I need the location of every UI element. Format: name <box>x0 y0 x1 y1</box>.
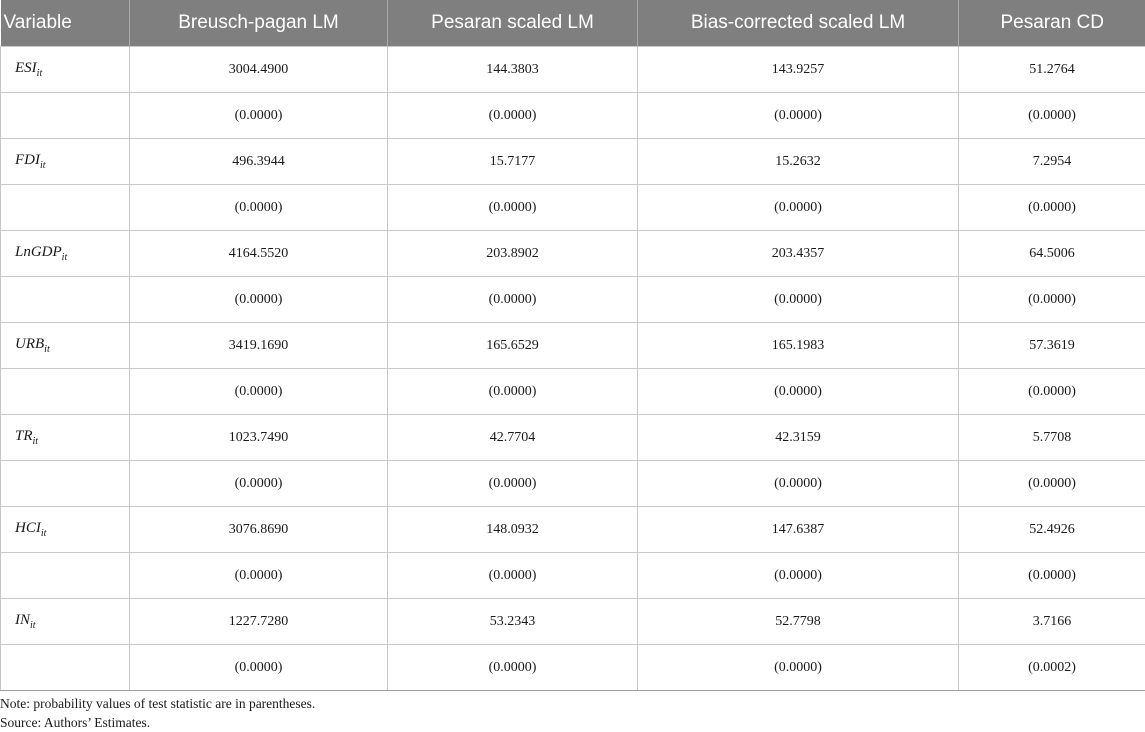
variable-subscript: it <box>62 252 68 263</box>
variable-cell <box>1 139 130 185</box>
table-row <box>1 47 1145 93</box>
statistic-cell: 51.2764 <box>959 47 1145 93</box>
statistic-cell: 1023.7490 <box>130 415 388 461</box>
table-row <box>1 369 1145 415</box>
header-variable: Variable <box>1 0 130 47</box>
table-row <box>1 415 1145 461</box>
variable-cell <box>1 47 130 93</box>
statistic-cell: 15.2632 <box>638 139 959 185</box>
variable-cell <box>1 231 130 277</box>
statistic-cell: 148.0932 <box>388 507 638 553</box>
p-value-cell: (0.0000) <box>130 277 388 323</box>
source-text: Source: Authors’ Estimates. <box>0 713 315 732</box>
variable-name: HCI <box>15 520 41 536</box>
statistic-cell: 15.7177 <box>388 139 638 185</box>
header-row <box>1 0 1145 47</box>
table-row <box>1 93 1145 139</box>
statistic-cell: 52.7798 <box>638 599 959 645</box>
p-value-cell: (0.0000) <box>388 645 638 691</box>
table-row <box>1 139 1145 185</box>
header-breusch-pagan-lm: Breusch-pagan LM <box>130 0 388 47</box>
statistic-cell: 42.7704 <box>388 415 638 461</box>
p-value-cell: (0.0000) <box>388 369 638 415</box>
statistic-cell: 203.4357 <box>638 231 959 277</box>
variable-subscript: it <box>30 620 36 631</box>
p-value-cell: (0.0000) <box>130 185 388 231</box>
p-value-cell: (0.0000) <box>130 461 388 507</box>
table-notes <box>0 694 315 732</box>
statistic-cell: 52.4926 <box>959 507 1145 553</box>
variable-name: IN <box>15 612 30 628</box>
variable-name: URB <box>15 336 44 352</box>
variable-cell <box>1 415 130 461</box>
variable-subscript: it <box>44 344 50 355</box>
table-row <box>1 645 1145 691</box>
statistic-cell: 4164.5520 <box>130 231 388 277</box>
statistic-cell: 42.3159 <box>638 415 959 461</box>
table-body <box>1 47 1145 691</box>
variable-name: TR <box>15 428 33 444</box>
p-value-cell: (0.0000) <box>130 369 388 415</box>
p-value-cell: (0.0000) <box>959 369 1145 415</box>
table-row <box>1 277 1145 323</box>
table-row <box>1 461 1145 507</box>
header-pesaran-scaled-lm: Pesaran scaled LM <box>388 0 638 47</box>
variable-cell <box>1 599 130 645</box>
empty-variable-cell <box>1 645 130 691</box>
p-value-cell: (0.0000) <box>959 185 1145 231</box>
statistic-cell: 147.6387 <box>638 507 959 553</box>
p-value-cell: (0.0000) <box>959 553 1145 599</box>
empty-variable-cell <box>1 185 130 231</box>
variable-cell <box>1 507 130 553</box>
statistic-cell: 3004.4900 <box>130 47 388 93</box>
variable-name: ESI <box>15 60 37 76</box>
empty-variable-cell <box>1 369 130 415</box>
p-value-cell: (0.0000) <box>638 553 959 599</box>
p-value-cell: (0.0000) <box>959 461 1145 507</box>
variable-name: FDI <box>15 152 40 168</box>
empty-variable-cell <box>1 461 130 507</box>
table-row <box>1 323 1145 369</box>
p-value-cell: (0.0000) <box>388 185 638 231</box>
header-bias-corrected-scaled-lm: Bias-corrected scaled LM <box>638 0 959 47</box>
table-row <box>1 185 1145 231</box>
p-value-cell: (0.0000) <box>959 277 1145 323</box>
statistic-cell: 3.7166 <box>959 599 1145 645</box>
header-pesaran-cd: Pesaran CD <box>959 0 1145 47</box>
p-value-cell: (0.0000) <box>388 553 638 599</box>
statistic-cell: 203.8902 <box>388 231 638 277</box>
statistic-cell: 165.6529 <box>388 323 638 369</box>
statistic-cell: 3419.1690 <box>130 323 388 369</box>
p-value-cell: (0.0000) <box>130 645 388 691</box>
statistic-cell: 64.5006 <box>959 231 1145 277</box>
statistic-cell: 53.2343 <box>388 599 638 645</box>
table-row <box>1 231 1145 277</box>
p-value-cell: (0.0000) <box>388 93 638 139</box>
statistic-cell: 5.7708 <box>959 415 1145 461</box>
table-row <box>1 599 1145 645</box>
p-value-cell: (0.0000) <box>638 185 959 231</box>
p-value-cell: (0.0000) <box>388 277 638 323</box>
p-value-cell: (0.0000) <box>388 461 638 507</box>
statistic-cell: 7.2954 <box>959 139 1145 185</box>
variable-subscript: it <box>33 436 39 447</box>
variable-subscript: it <box>40 160 46 171</box>
p-value-cell: (0.0000) <box>130 93 388 139</box>
note-text: Note: probability values of test statistic are in parentheses. <box>0 694 315 713</box>
p-value-cell: (0.0000) <box>959 93 1145 139</box>
statistic-cell: 144.3803 <box>388 47 638 93</box>
statistic-cell: 496.3944 <box>130 139 388 185</box>
table-row <box>1 507 1145 553</box>
p-value-cell: (0.0000) <box>638 93 959 139</box>
variable-subscript: it <box>41 528 47 539</box>
p-value-cell: (0.0000) <box>638 369 959 415</box>
empty-variable-cell <box>1 93 130 139</box>
statistic-cell: 57.3619 <box>959 323 1145 369</box>
variable-subscript: it <box>37 68 43 79</box>
statistic-cell: 143.9257 <box>638 47 959 93</box>
variable-cell <box>1 323 130 369</box>
table-row <box>1 553 1145 599</box>
statistic-cell: 1227.7280 <box>130 599 388 645</box>
p-value-cell: (0.0000) <box>638 461 959 507</box>
statistic-cell: 3076.8690 <box>130 507 388 553</box>
table-header <box>1 0 1145 47</box>
p-value-cell: (0.0000) <box>638 277 959 323</box>
statistic-cell: 165.1983 <box>638 323 959 369</box>
empty-variable-cell <box>1 553 130 599</box>
p-value-cell: (0.0000) <box>638 645 959 691</box>
variable-name: LnGDP <box>15 244 62 260</box>
p-value-cell: (0.0002) <box>959 645 1145 691</box>
empty-variable-cell <box>1 277 130 323</box>
p-value-cell: (0.0000) <box>130 553 388 599</box>
